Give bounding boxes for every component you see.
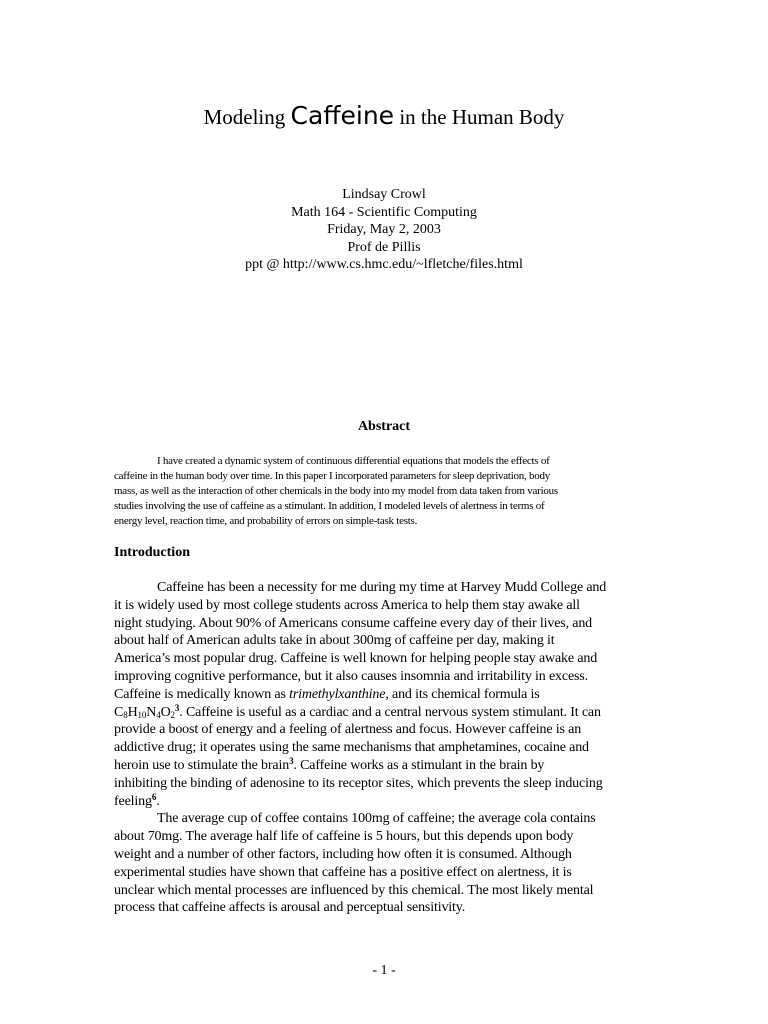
text-run: . Caffeine works as a stimulant in the brain by [293, 757, 545, 773]
title-highlight: Caffeine [290, 101, 395, 130]
formula-subscript: 2 [170, 709, 175, 720]
formula-subscript: 4 [156, 709, 161, 720]
citation-ref: 6 [151, 792, 157, 802]
professor-name: Prof de Pillis [347, 239, 421, 255]
body-line: weight and a number of other factors, including how often it is consumed. Although [114, 846, 572, 862]
formula-element: H [127, 704, 138, 720]
citation-ref: 3 [289, 756, 294, 766]
body-line [114, 793, 654, 811]
body-line: night studying. About 90% of Americans consume caffeine every day of their lives, and [114, 615, 593, 631]
text-run: . [156, 793, 160, 809]
introduction-heading: Introduction [114, 545, 190, 560]
author-block [0, 186, 768, 274]
title-post: in the Human Body [399, 105, 565, 129]
abstract-line: caffeine in the human body over time. In this paper I incorporated parameters for sleep deprivation, body [114, 470, 550, 482]
introduction-body [114, 579, 654, 917]
body-line: unclear which mental processes are influenced by this chemical. The most likely mental [114, 882, 594, 898]
abstract-line: mass, as well as the interaction of other chemicals in the body into my model from data taken from various [114, 485, 558, 497]
chemical-formula [114, 705, 179, 720]
chemical-name: trimethylxanthine [289, 686, 386, 702]
abstract-line: studies involving the use of caffeine as a stimulant. In addition, I modeled levels of alertness in terms of [114, 500, 545, 512]
text-run: feeling [114, 793, 152, 809]
text-run: heroin use to stimulate the brain [114, 757, 290, 773]
body-line: process that caffeine affects is arousal and perceptual sensitivity. [114, 900, 466, 916]
paper-title [0, 100, 768, 133]
text-run: . Caffeine is useful as a cardiac and a central nervous system stimulant. It can [179, 704, 601, 720]
formula-element: O [160, 704, 171, 720]
text-run: Caffeine is medically known as [114, 686, 290, 702]
title-pre: Modeling [203, 105, 286, 129]
body-line [114, 704, 654, 722]
abstract-heading: Abstract [357, 419, 411, 434]
formula-subscript: 10 [137, 709, 147, 720]
body-line: about 70mg. The average half life of caffeine is 5 hours, but this depends upon body [114, 829, 574, 845]
body-line [114, 757, 654, 775]
body-line: addictive drug; it operates using the same mechanisms that amphetamines, cocaine and [114, 740, 589, 756]
formula-element: C [114, 704, 124, 720]
body-line: experimental studies have shown that caffeine has a positive effect on alertness, it is [114, 864, 572, 880]
formula-subscript: 8 [123, 709, 128, 720]
ppt-link[interactable]: ppt @ http://www.cs.hmc.edu/~lfletche/files.html [245, 257, 523, 272]
course-name: Math 164 - Scientific Computing [291, 204, 477, 220]
abstract-text [114, 454, 654, 529]
body-line: America’s most popular drug. Caffeine is well known for helping people stay awake and [114, 651, 598, 667]
body-line: The average cup of coffee contains 100mg of caffeine; the average cola contains [157, 811, 596, 827]
page-number: - 1 - [372, 963, 396, 978]
author-name: Lindsay Crowl [342, 187, 426, 202]
body-line: it is widely used by most college students across America to help them stay awake all [114, 597, 580, 613]
abstract-line: I have created a dynamic system of continuous differential equations that models the effects of [157, 455, 550, 467]
paper-date: Friday, May 2, 2003 [327, 222, 441, 237]
body-line: about half of American adults take in about 300mg of caffeine per day, making it [114, 633, 555, 649]
body-line: provide a boost of energy and a feeling of alertness and focus. However caffeine is an [114, 722, 582, 738]
abstract-line: energy level, reaction time, and probability of errors on simple-task tests. [114, 515, 418, 527]
body-line: Caffeine has been a necessity for me during my time at Harvey Mudd College and [157, 580, 607, 595]
citation-ref: 3 [174, 703, 180, 713]
formula-element: N [146, 704, 157, 720]
body-line: improving cognitive performance, but it also causes insomnia and irritability in excess. [114, 668, 588, 684]
text-run: , and its chemical formula is [385, 686, 540, 702]
body-line: inhibiting the binding of adenosine to its receptor sites, which prevents the sleep inducing [114, 775, 603, 791]
body-line [114, 686, 654, 704]
